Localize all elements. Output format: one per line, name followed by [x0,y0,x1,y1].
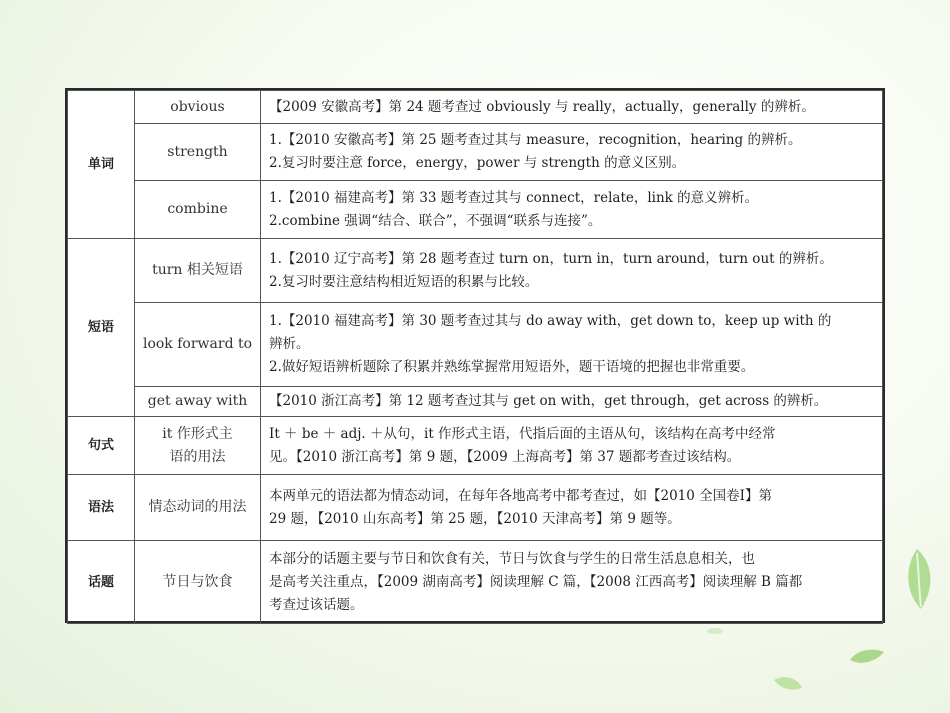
item-cell: 情态动词的用法 [135,475,261,541]
description-line: 本两单元的语法都为情态动词，在每年各地高考中都考查过，如【2010 全国卷Ⅰ】第 [269,487,772,504]
table-row [68,475,883,541]
table-row [68,303,883,387]
leaf-decoration-icon [706,626,724,636]
description-line: 1.【2010 安徽高考】第 25 题考查过其与 measure，recognition，hearing 的辨析。 [269,132,802,148]
leaf-decoration-icon [895,545,940,615]
knowledge-table [67,90,883,624]
description-line: 2.做好短语辨析题除了积累并熟练掌握常用短语外，题干语境的把握也非常重要。 [269,359,755,375]
item-line: it 作形式主 [162,425,233,442]
item-cell: get away with [135,387,261,417]
description-line: 2.combine 强调“结合、联合”，不强调“联系与连接”。 [269,212,602,229]
category-cell: 单词 [68,91,135,239]
description-line: 1.【2010 福建高考】第 30 题考查过其与 do away with，get down to，keep up with 的 [269,313,832,329]
description-cell [261,303,883,387]
table-row [68,541,883,624]
table-row [68,124,883,181]
category-cell: 话题 [68,541,135,624]
description-line: 【2009 安徽高考】第 24 题考查过 obviously 与 really，actually，generally 的辨析。 [269,98,815,115]
table-row [68,387,883,417]
description-cell [261,91,883,124]
category-cell: 短语 [68,239,135,417]
item-cell: turn 相关短语 [135,239,261,303]
description-line: 本部分的话题主要与节日和饮食有关，节日与饮食与学生的日常生活息息相关，也 [269,550,755,567]
item-cell: strength [135,124,261,181]
description-line: 29 题，【2010 山东高考】第 25 题，【2010 天津高考】第 9 题等。 [269,510,681,527]
description-line: 辨析。 [269,336,310,352]
item-cell: obvious [135,91,261,124]
description-cell [261,124,883,181]
item-cell: look forward to [135,303,261,387]
description-cell [261,475,883,541]
item-cell [135,417,261,475]
leaf-decoration-icon [772,672,804,694]
table-row [68,417,883,475]
table-row [68,91,883,124]
description-cell [261,417,883,475]
leaf-decoration-icon [848,646,886,668]
description-cell [261,239,883,303]
category-cell: 语法 [68,475,135,541]
description-line: 2.复习时要注意 force，energy，power 与 strength 的意义区别。 [269,155,686,171]
item-line: 语的用法 [169,448,226,465]
description-line: 是高考关注重点，【2009 湖南高考】阅读理解 C 篇，【2008 江西高考】阅读理解 B 篇都 [269,573,803,590]
table-row [68,181,883,239]
knowledge-table-frame [65,88,885,623]
description-line: 2.复习时要注意结构相近短语的积累与比较。 [269,273,539,290]
description-cell [261,181,883,239]
category-cell: 句式 [68,417,135,475]
table-row [68,239,883,303]
description-line: 见。【2010 浙江高考】第 9 题，【2009 上海高考】第 37 题都考查过该结构。 [269,448,741,465]
item-cell: combine [135,181,261,239]
description-line: 1.【2010 辽宁高考】第 28 题考查过 turn on，turn in，turn around，turn out 的辨析。 [269,250,833,267]
description-cell [261,541,883,624]
description-line: 1.【2010 福建高考】第 33 题考查过其与 connect，relate，link 的意义辨析。 [269,189,759,206]
description-line: It ＋ be ＋ adj. ＋从句，it 作形式主语，代指后面的主语从句，该结构在高考中经常 [269,425,776,442]
item-cell: 节日与饮食 [135,541,261,624]
description-cell [261,387,883,417]
description-line: 考查过该话题。 [269,596,364,613]
description-line: 【2010 浙江高考】第 12 题考查过其与 get on with，get through，get across 的辨析。 [269,393,828,409]
